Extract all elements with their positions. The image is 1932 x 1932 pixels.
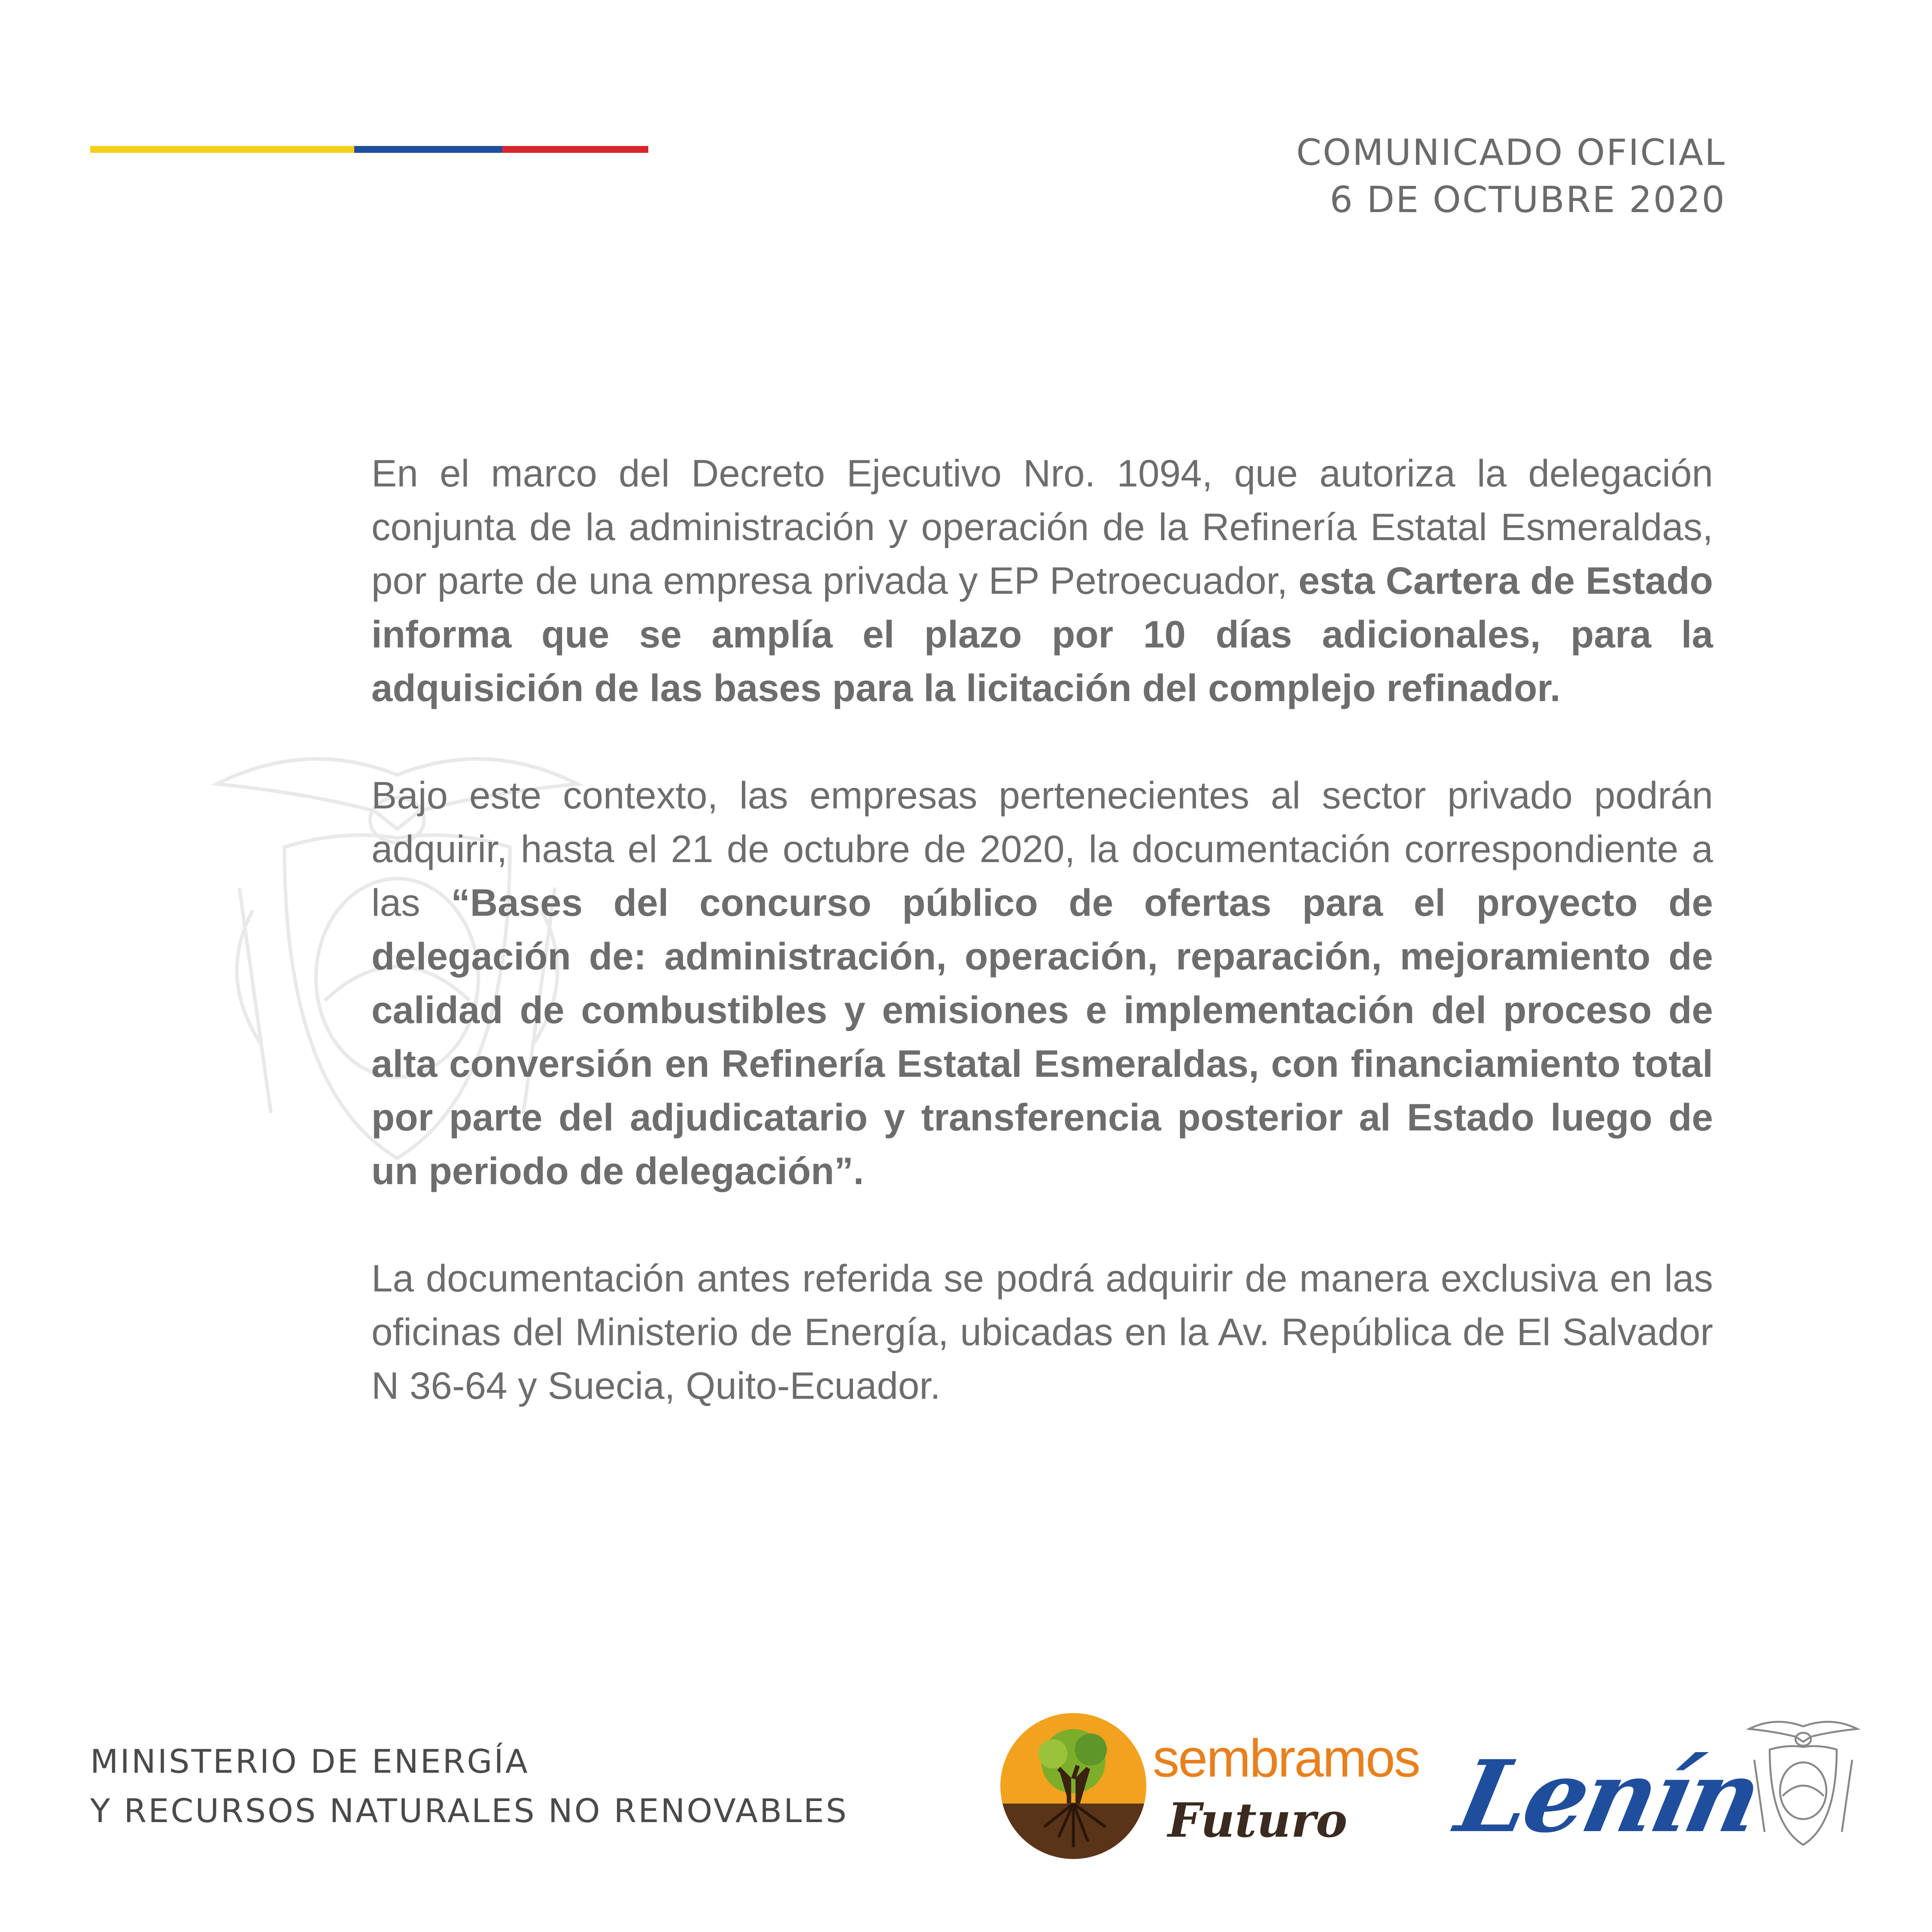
ministry-line-1: MINISTERIO DE ENERGÍA	[90, 1742, 529, 1780]
tree-icon	[1000, 1713, 1146, 1859]
paragraph-1-emphasis: esta Cartera de Estado informa que se amplía el plazo por 10 días adicionales, para la adquisición de las bases para la licitación del complejo refinador.	[371, 559, 1713, 709]
paragraph-1	[371, 447, 1713, 715]
paragraph-3-text: La documentación antes referida se podrá adquirir de manera exclusiva en las oficinas del Ministerio de Energía, ubicadas en la Av. República de El Salvador N 36-64 y Suecia, Quito-Ecuador.	[371, 1257, 1713, 1407]
ministry-name	[90, 1737, 848, 1835]
lenin-text: Lenín	[1447, 1739, 1768, 1855]
flag-yellow-stripe	[90, 146, 354, 153]
sembramos-futuro-logo	[1000, 1713, 1430, 1859]
lenin-logo	[1447, 1735, 1768, 1855]
sembramos-text: sembramos	[1153, 1729, 1419, 1788]
document-date: 6 DE OCTUBRE 2020	[1330, 179, 1726, 221]
paragraph-1-text: En el marco del Decreto Ejecutivo Nro. 1094, que autoriza la delegación conjunta de la administración y operación de la Refinería Estatal Esmeraldas, por parte de una empresa privada y EP Petroecuador,	[371, 452, 1713, 602]
document-type: COMUNICADO OFICIAL	[1296, 131, 1726, 173]
paragraph-2-emphasis: “Bases del concurso público de ofertas para el proyecto de delegación de: administración, operación, reparación, mejoramiento de calidad de combustibles y emisiones e implementación del proceso de alta conversión en Refinería Estatal Esmeraldas, con financiamiento total por parte del adjudicatario y transferencia posterior al Estado luego de un periodo de delegación”.	[371, 881, 1713, 1192]
futuro-text: Futuro	[1168, 1792, 1348, 1848]
coat-of-arms-icon	[1739, 1711, 1868, 1853]
document-header	[1296, 129, 1726, 223]
paragraph-2-text: Bajo este contexto, las empresas pertenecientes al sector privado podrán adquirir, hasta el 21 de octubre de 2020, la documentación correspondiente a las	[371, 774, 1713, 924]
flag-stripe	[90, 146, 648, 153]
flag-blue-stripe	[354, 146, 502, 153]
paragraph-2	[371, 769, 1713, 1198]
ministry-line-2: Y RECURSOS NATURALES NO RENOVABLES	[90, 1792, 848, 1830]
communique-body	[371, 447, 1713, 1466]
flag-red-stripe	[502, 146, 648, 153]
paragraph-3	[371, 1252, 1713, 1413]
